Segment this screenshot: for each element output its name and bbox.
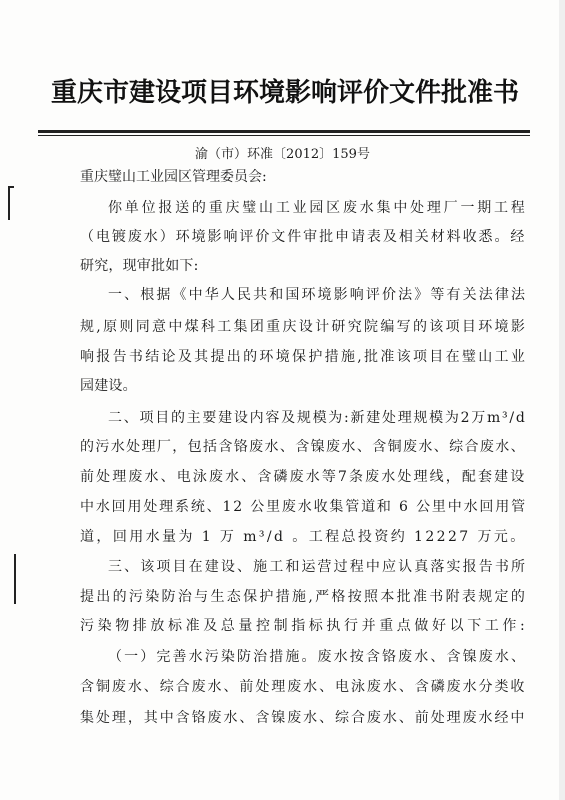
scan-edge <box>559 0 565 800</box>
title-rule-thin <box>38 135 530 136</box>
body-line: 含铜废水、综合废水、前处理废水、电泳废水、含磷废水分类收 <box>80 679 527 695</box>
document-number: 渝（市）环准〔2012〕159号 <box>195 147 370 162</box>
body-line: 中水回用处理系统、12 公里废水收集管道和 6 公里中水回用管 <box>80 499 527 515</box>
document-title: 重庆市建设项目环境影响评价文件批准书 <box>50 78 519 108</box>
addressee: 重庆璧山工业园区管理委员会: <box>80 169 267 185</box>
body-line: 集处理，其中含铬废水、含镍废水、综合废水、前处理废水经中 <box>80 710 527 726</box>
body-line: 园建设。 <box>80 378 137 394</box>
body-line: 二、项目的主要建设内容及规模为:新建处理规模为2万m³/d <box>108 410 527 426</box>
body-line: 响报告书结论及其提出的环境保护措施,批准该项目在璧山工业 <box>80 349 528 365</box>
scan-mark-bracket-top <box>8 186 14 188</box>
body-line: 规,原则同意中煤科工集团重庆设计研究院编写的该项目环境影 <box>80 319 528 335</box>
scan-mark-line <box>14 554 16 604</box>
body-line: 三、该项目在建设、施工和运营过程中应认真落实报告书所 <box>108 559 528 575</box>
body-line: 研究，现审批如下: <box>80 258 199 274</box>
title-rule-thick <box>38 130 530 133</box>
body-line: 前处理废水、电泳废水、含磷废水等7条废水处理线，配套建设 <box>80 469 527 485</box>
body-line: 道，回用水量为 1 万 m³/d 。工程总投资约 12227 万元。 <box>80 529 527 545</box>
body-line: 的污水处理厂，包括含铬废水、含镍废水、含铜废水、综合废水、 <box>80 439 526 455</box>
body-line: 一、根据《中华人民共和国环境影响评价法》等有关法律法 <box>108 287 528 303</box>
body-line: 你单位报送的重庆璧山工业园区废水集中处理厂一期工程 <box>108 200 528 216</box>
body-line: 污染物排放标准及总量控制指标执行并重点做好以下工作: <box>80 618 529 634</box>
body-line: （电镀废水）环境影响评价文件审批申请表及相关材料收悉。经 <box>80 229 527 245</box>
body-line: （一）完善水污染防治措施。废水按含铬废水、含镍废水、 <box>108 649 528 665</box>
scan-mark-bracket <box>8 186 10 220</box>
body-line: 提出的污染防治与生态保护措施,严格按照本批准书附表规定的 <box>80 589 528 605</box>
